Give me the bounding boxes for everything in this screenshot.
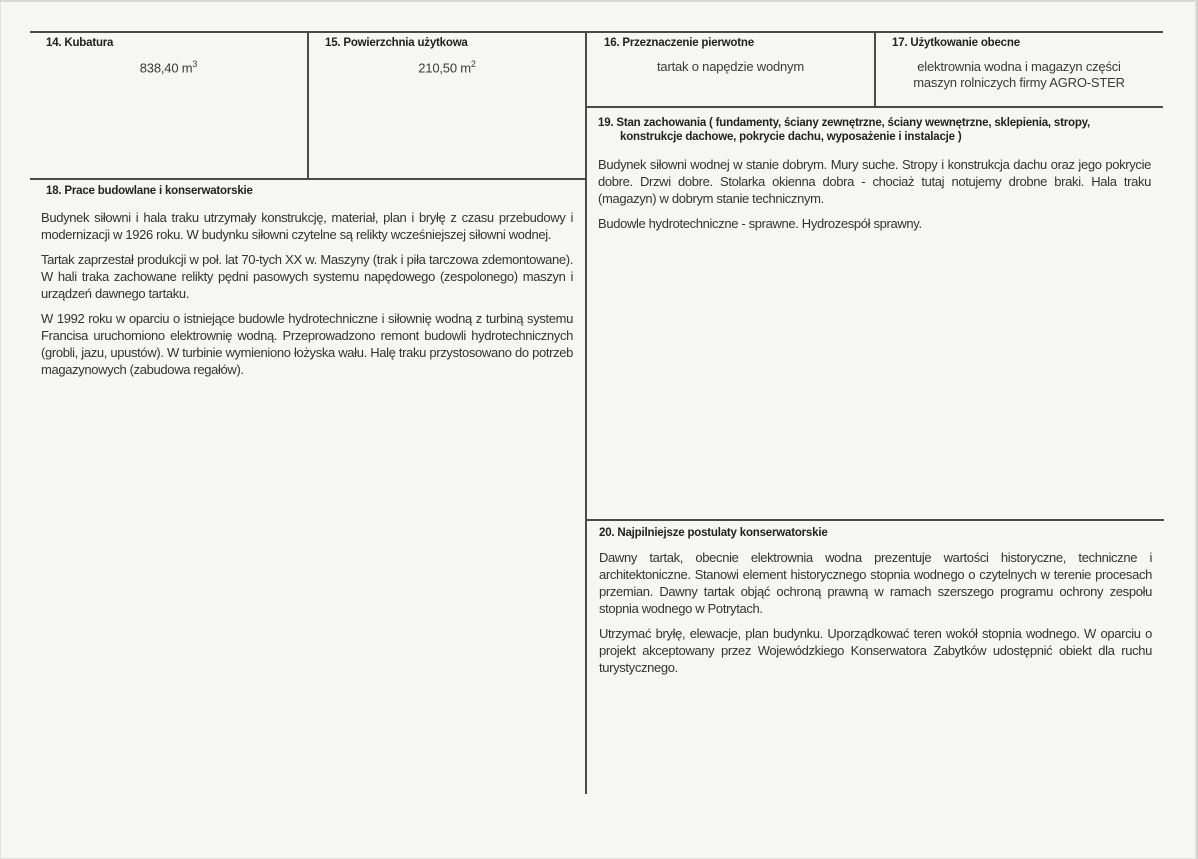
rule-v-center (585, 31, 587, 794)
przeznaczenie-label: 16. Przeznaczenie pierwotne (604, 37, 754, 49)
przeznaczenie-text: tartak o napędzie wodnym (657, 59, 804, 74)
uzytkowanie-line-2: maszyn rolniczych firmy AGRO-STER (913, 75, 1125, 90)
prace-paragraph: W 1992 roku w oparciu o istniejące budowle hydrotechniczne i siłownię wodną z turbiną systemu Francisa uruchomiono elektrownię wodną. Przeprowadzono remont budowli hydrotechnicznych (grobli, jazu, upustów). W turbinie wymieniono łożyska wału. Halę traku przystosowano do potrzeb magazynowych (zabudowa regałów). (41, 311, 573, 377)
postulaty-paragraph: Dawny tartak, obecnie elektrownia wodna prezentuje wartości historyczne, techniczne i architektoniczne. Stanowi element historycznego stopnia wodnego o czytelnych w terenie procesach przemian. Dawny tartak objąć ochroną prawną w ramach szerszego programu ochrony zespołu stopnia wodnego w Potrytach. (599, 550, 1152, 616)
stan-paragraph: Budynek siłowni wodnej w stanie dobrym. Mury suche. Stropy i konstrukcja dachu oraz jego pokrycie dobre. Drzwi dobre. Stolarka okienna dobra - chociaż tutaj notujemy drobne braki. Hala traku (magazyn) w dobrym stanie technicznym. (598, 157, 1151, 206)
uzytkowanie-label: 17. Użytkowanie obecne (892, 37, 1020, 49)
field-uzytkowanie (892, 37, 1157, 49)
uzytkowanie-value (876, 59, 1162, 91)
field-postulaty (599, 527, 1159, 539)
kubatura-label: 14. Kubatura (46, 37, 114, 49)
card-top-edge (0, 0, 1198, 2)
postulaty-paragraph: Utrzymać bryłę, elewacje, plan budynku. Uporządkować teren wokół stopnia wodnego. W oparciu o projekt akceptowany przez Wojewódzkiego Konserwatora Zabytków udostępnić obiekt dla ruchu turystycznego. (599, 626, 1152, 675)
kubatura-value (30, 59, 307, 75)
prace-paragraph: Budynek siłowni i hala traku utrzymały konstrukcję, materiał, plan i bryłę z czasu przebudowy i modernizacji w 1926 roku. W budynku siłowni czytelne są relikty wcześniejszej siłowni wodnej. (41, 210, 573, 242)
stan-label-line-1: 19. Stan zachowania ( fundamenty, ściany zewnętrzne, ściany wewnętrzne, sklepienia, stropy, (598, 117, 1091, 129)
field-przeznaczenie (604, 37, 869, 49)
uzytkowanie-line-1: elektrownia wodna i magazyn części (917, 59, 1121, 74)
field-powierzchnia (325, 37, 580, 49)
field-prace (46, 185, 576, 197)
postulaty-body (599, 549, 1152, 684)
stan-label-line-2: konstrukcje dachowe, pokrycie dachu, wyposażenie i instalacje ) (620, 131, 962, 143)
powierzchnia-value (309, 59, 585, 75)
prace-body (41, 209, 573, 386)
stan-paragraph: Budowle hydrotechniczne - sprawne. Hydrozespół sprawny. (598, 216, 922, 231)
prace-paragraph: Tartak zaprzestał produkcji w poł. lat 70-tych XX w. Maszyny (trak i piła tarczowa zdemontowane). W hali traka zachowane relikty pędni pasowych systemu napędowego (zespolonego) maszyn i urządzeń dawnego tartaku. (41, 252, 573, 301)
powierzchnia-number: 210,50 m (418, 60, 471, 76)
rule-top (30, 31, 1163, 33)
stan-body (598, 156, 1151, 240)
field-kubatura (46, 37, 301, 49)
przeznaczenie-value (587, 59, 874, 74)
field-stan (598, 117, 1158, 143)
kubatura-unit-sup: 3 (192, 59, 198, 69)
prace-label: 18. Prace budowlane i konserwatorskie (46, 185, 253, 197)
powierzchnia-label: 15. Powierzchnia użytkowa (325, 37, 468, 49)
postulaty-label: 20. Najpilniejsze postulaty konserwatorskie (599, 527, 828, 539)
rule-v-1 (307, 31, 309, 180)
powierzchnia-unit-sup: 2 (470, 59, 476, 69)
kubatura-number: 838,40 m (139, 60, 193, 76)
rule-right-mid (586, 519, 1164, 521)
